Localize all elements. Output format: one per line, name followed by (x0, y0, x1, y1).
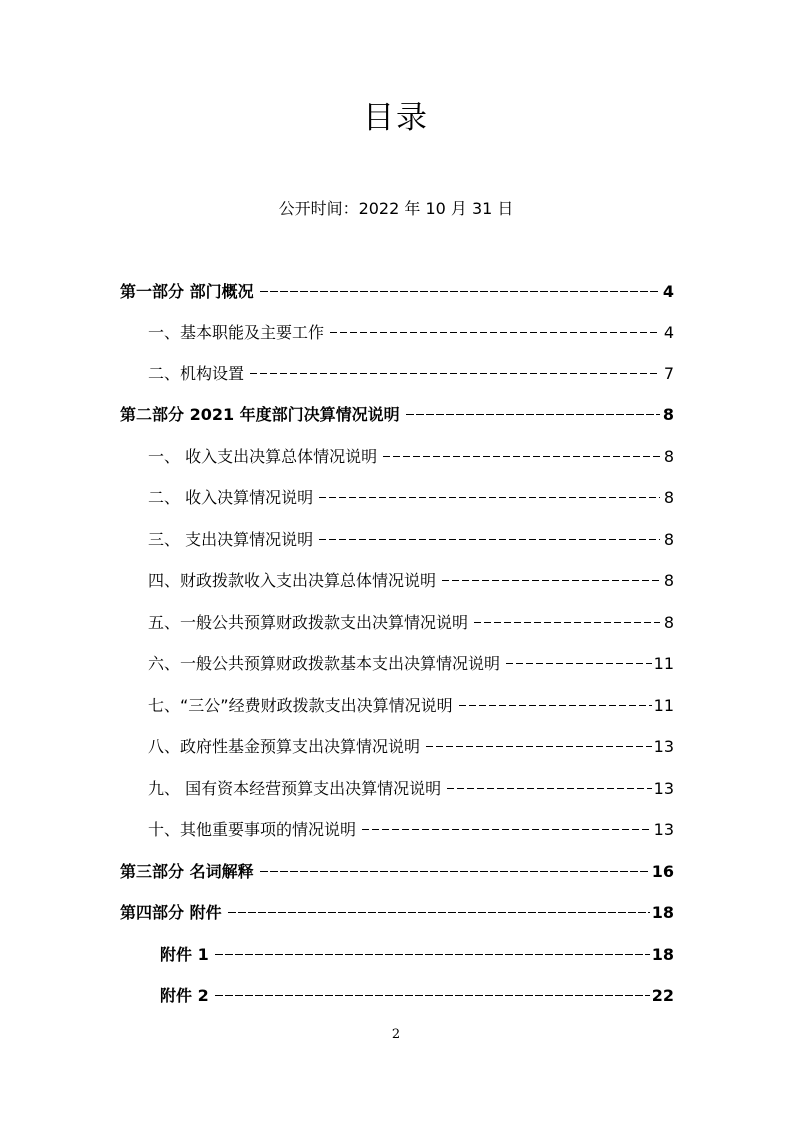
toc-entry-label: 第一部分 部门概况 (120, 282, 254, 301)
toc-entry-page: 8 (663, 530, 674, 549)
toc-leader-dots (426, 746, 652, 748)
toc-leader-dots (228, 912, 650, 914)
toc-entry-2-10[interactable] (148, 819, 674, 841)
toc-entry-page: 22 (651, 986, 674, 1005)
toc-entry-label: 二、机构设置 (148, 364, 245, 383)
toc-leader-dots (406, 414, 660, 416)
toc-entry-2-8[interactable] (148, 736, 674, 758)
toc-entry-page: 11 (653, 696, 674, 715)
toc-entry-page: 11 (653, 654, 674, 673)
toc-entry-page: 16 (651, 862, 674, 881)
toc-leader-dots (459, 705, 652, 707)
toc-leader-dots (215, 954, 650, 956)
toc-entry-page: 18 (651, 903, 674, 922)
toc-entry-part-4[interactable] (120, 902, 674, 924)
toc-entry-page: 13 (653, 737, 674, 756)
toc-entry-2-2[interactable] (148, 487, 674, 509)
toc-entry-attachment-1[interactable] (160, 944, 674, 966)
toc-entry-page: 8 (663, 613, 674, 632)
toc-leader-dots (215, 995, 650, 997)
toc-leader-dots (362, 829, 652, 831)
toc-entry-page: 4 (662, 282, 674, 301)
toc-entry-label: 四、财政拨款收入支出决算总体情况说明 (148, 571, 437, 590)
page-title: 目录 (363, 100, 429, 136)
toc-entry-label: 七、“三公”经费财政拨款支出决算情况说明 (148, 696, 453, 715)
toc-entry-page: 8 (663, 447, 674, 466)
toc-entry-2-7[interactable] (148, 695, 674, 717)
toc-entry-attachment-2[interactable] (160, 985, 674, 1007)
toc-entry-page: 8 (663, 488, 674, 507)
toc-entry-1-2[interactable] (148, 363, 674, 385)
toc-entry-label: 六、一般公共预算财政拨款基本支出决算情况说明 (148, 654, 501, 673)
toc-leader-dots (506, 663, 652, 665)
toc-entry-page: 18 (651, 945, 674, 964)
toc-entry-2-3[interactable] (148, 529, 674, 551)
toc-entry-page: 7 (663, 364, 674, 383)
toc-entry-label: 附件 2 (160, 986, 209, 1005)
toc-entry-page: 13 (653, 779, 674, 798)
toc-entry-2-9[interactable] (148, 778, 674, 800)
toc-entry-2-4[interactable] (148, 570, 674, 592)
toc-leader-dots (383, 456, 660, 458)
toc-entry-label: 一、基本职能及主要工作 (148, 323, 325, 342)
toc-leader-dots (442, 580, 660, 582)
toc-entry-label: 十、其他重要事项的情况说明 (148, 820, 357, 839)
toc-entry-label: 八、政府性基金预算支出决算情况说明 (148, 737, 421, 756)
toc-entry-part-2[interactable] (120, 404, 674, 426)
toc-entry-2-5[interactable] (148, 612, 674, 634)
toc-entry-page: 8 (662, 405, 674, 424)
toc-entry-label: 第四部分 附件 (120, 903, 222, 922)
toc-leader-dots (447, 788, 652, 790)
toc-leader-dots (250, 373, 660, 375)
toc-entry-2-1[interactable] (148, 446, 674, 468)
toc-entry-1-1[interactable] (148, 322, 674, 344)
toc-leader-dots (319, 497, 660, 499)
toc-leader-dots (330, 332, 660, 334)
toc-leader-dots (260, 291, 660, 293)
toc-entry-label: 五、一般公共预算财政拨款支出决算情况说明 (148, 613, 469, 632)
toc-entry-page: 8 (663, 571, 674, 590)
page-number: 2 (391, 1027, 401, 1042)
publish-date: 公开时间：2022 年 10 月 31 日 (278, 199, 514, 218)
toc-entry-part-1[interactable] (120, 281, 674, 303)
toc-entry-label: 附件 1 (160, 945, 209, 964)
toc-entry-label: 第三部分 名词解释 (120, 862, 254, 881)
toc-entry-page: 4 (663, 323, 674, 342)
toc-entry-label: 第二部分 2021 年度部门决算情况说明 (120, 405, 400, 424)
toc-leader-dots (319, 539, 660, 541)
toc-leader-dots (474, 622, 660, 624)
toc-entry-part-3[interactable] (120, 861, 674, 883)
toc-leader-dots (260, 871, 650, 873)
toc-entry-label: 二、 收入决算情况说明 (148, 488, 314, 507)
toc-entry-page: 13 (653, 820, 674, 839)
toc-entry-label: 九、 国有资本经营预算支出决算情况说明 (148, 779, 442, 798)
toc-entry-2-6[interactable] (148, 653, 674, 675)
toc-entry-label: 三、 支出决算情况说明 (148, 530, 314, 549)
toc-entry-label: 一、 收入支出决算总体情况说明 (148, 447, 378, 466)
